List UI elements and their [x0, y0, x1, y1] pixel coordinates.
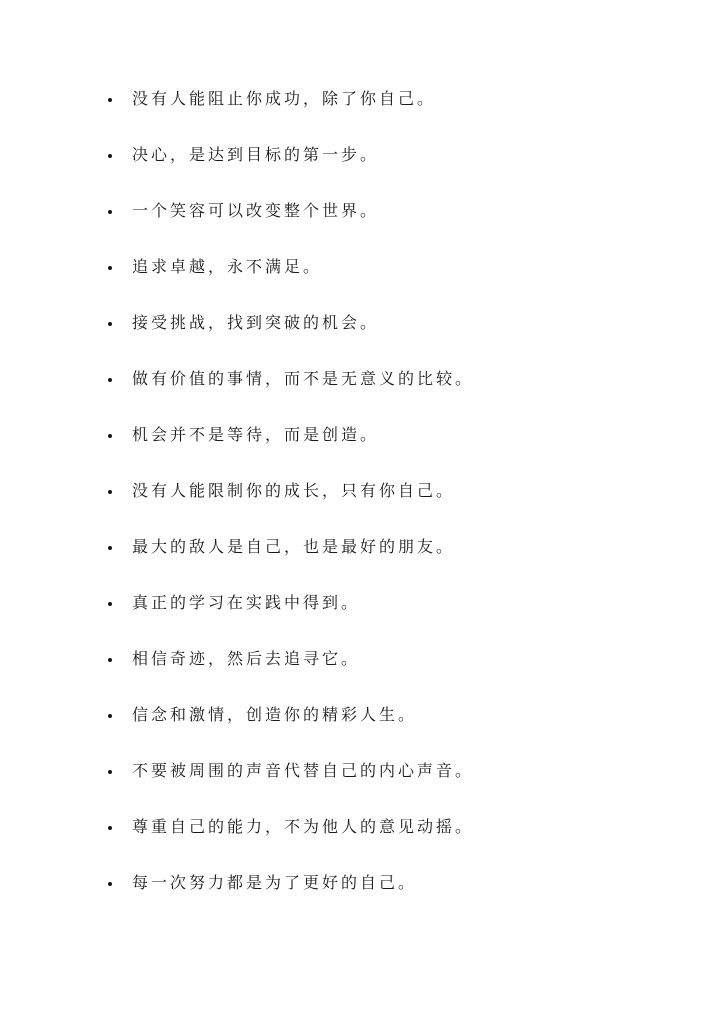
- bullet-icon: [108, 266, 112, 270]
- list-item: [108, 589, 668, 645]
- bullet-icon: [108, 490, 112, 494]
- quote-text: 机会并不是等待，而是创造。: [132, 425, 380, 444]
- quote-text: 每一次努力都是为了更好的自己。: [132, 873, 418, 892]
- quote-text: 一个笑容可以改变整个世界。: [132, 201, 380, 220]
- bullet-icon: [108, 98, 112, 102]
- list-item: [108, 701, 668, 757]
- quote-text: 做有价值的事情，而不是无意义的比较。: [132, 369, 475, 388]
- list-item: [108, 477, 668, 533]
- list-item: [108, 197, 668, 253]
- list-item: [108, 421, 668, 477]
- bullet-icon: [108, 658, 112, 662]
- quote-text: 没有人能限制你的成长，只有你自己。: [132, 481, 456, 500]
- list-item: [108, 141, 668, 197]
- bullet-icon: [108, 826, 112, 830]
- quote-text: 不要被周围的声音代替自己的内心声音。: [132, 761, 475, 780]
- bullet-icon: [108, 434, 112, 438]
- list-item: [108, 533, 668, 589]
- quote-text: 信念和激情，创造你的精彩人生。: [132, 705, 418, 724]
- list-item: [108, 645, 668, 701]
- list-item: [108, 309, 668, 365]
- quote-text: 没有人能阻止你成功，除了你自己。: [132, 89, 437, 108]
- bullet-icon: [108, 210, 112, 214]
- quote-text: 接受挑战，找到突破的机会。: [132, 313, 380, 332]
- list-item: [108, 85, 668, 141]
- bullet-icon: [108, 882, 112, 886]
- bullet-icon: [108, 378, 112, 382]
- list-item: [108, 869, 668, 925]
- list-item: [108, 365, 668, 421]
- quote-text: 相信奇迹，然后去追寻它。: [132, 649, 361, 668]
- quote-text: 真正的学习在实践中得到。: [132, 593, 361, 612]
- bullet-icon: [108, 770, 112, 774]
- bullet-icon: [108, 714, 112, 718]
- list-item: [108, 813, 668, 869]
- bullet-icon: [108, 322, 112, 326]
- list-item: [108, 757, 668, 813]
- bullet-icon: [108, 602, 112, 606]
- quote-text: 最大的敌人是自己，也是最好的朋友。: [132, 537, 456, 556]
- quote-text: 尊重自己的能力，不为他人的意见动摇。: [132, 817, 475, 836]
- quote-text: 决心，是达到目标的第一步。: [132, 145, 380, 164]
- list-item: [108, 253, 668, 309]
- quote-text: 追求卓越，永不满足。: [132, 257, 323, 276]
- quote-list: [108, 85, 668, 925]
- bullet-icon: [108, 546, 112, 550]
- bullet-icon: [108, 154, 112, 158]
